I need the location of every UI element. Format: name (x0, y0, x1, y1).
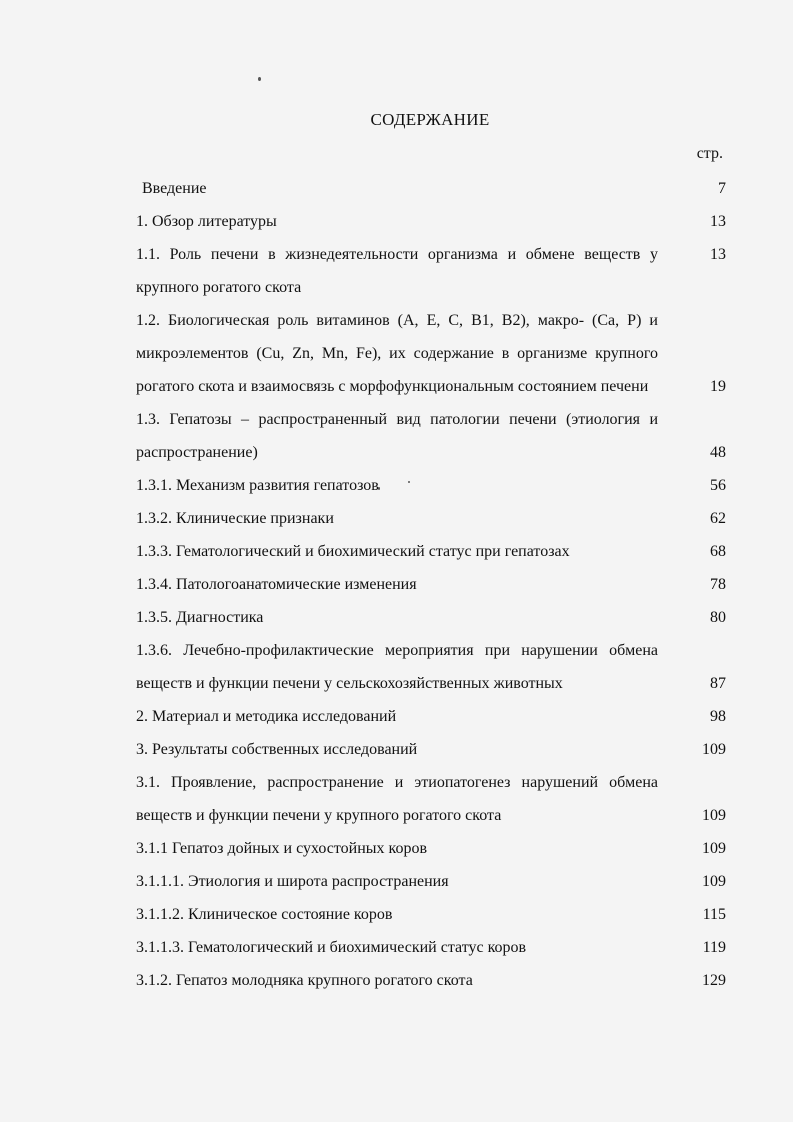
toc-entry-page: 119 (702, 939, 726, 956)
toc-entry-page: 109 (702, 840, 726, 857)
toc-entry-page: 68 (710, 543, 726, 560)
toc-entry-page: 115 (702, 906, 726, 923)
toc-entry-page: 78 (710, 576, 726, 593)
toc-entry-page: 109 (702, 873, 726, 890)
toc-entry (136, 238, 726, 304)
toc-entry-page: 62 (710, 510, 726, 527)
page-title: СОДЕРЖАНИЕ (370, 110, 490, 129)
toc-entry (136, 898, 726, 931)
toc-entry-page: 7 (718, 180, 726, 197)
toc-entry-page: 98 (710, 708, 726, 725)
page-column-header: стр. (696, 145, 723, 162)
toc-entry (136, 601, 726, 634)
toc-entry-page: 19 (710, 378, 726, 395)
toc-entry (136, 832, 726, 865)
toc-entry-page: 56 (710, 477, 726, 494)
toc-entry-text: 1. Обзор литературы (136, 213, 277, 230)
toc-entry (136, 865, 726, 898)
toc-entry-page: 129 (702, 972, 726, 989)
toc-entry-text: 1.3. Гепатозы – распространенный вид патологии печени (этиология и распространение) (136, 411, 658, 461)
toc-entry-text: 1.3.2. Клинические признаки (136, 510, 334, 527)
toc-entry-text: 1.3.1. Механизм развития гепатозов (136, 477, 379, 494)
toc-entry-page: 13 (710, 213, 726, 230)
toc-entry-text: 3.1.1.3. Гематологический и биохимический статус коров (136, 939, 527, 956)
toc-entry (136, 304, 726, 403)
toc-entry-page: 80 (710, 609, 726, 626)
toc-entry (136, 502, 726, 535)
toc-entry-page: 109 (702, 741, 726, 758)
toc-entry (136, 568, 726, 601)
toc-entry-text: 1.2. Биологическая роль витаминов (A, E, C, B1, B2), макро- (Ca, P) и микроэлементов (Cu, Zn, Mn, Fe), их содержание в организме крупного рогатого скота и взаимосвязь с морфофункциональным состоянием печени (136, 312, 658, 395)
toc-entry (136, 931, 726, 964)
toc-entry (136, 634, 726, 700)
toc-entry-text: 1.3.3. Гематологический и биохимический статус при гепатозах (136, 543, 570, 560)
toc-entry (136, 766, 726, 832)
toc-entry-text: 3.1.1.2. Клиническое состояние коров (136, 906, 393, 923)
toc-entry-text: 1.1. Роль печени в жизнедеятельности организма и обмене веществ у крупного рогатого скота (136, 246, 658, 296)
scan-speck (258, 77, 261, 81)
toc-entry-text: 3.1.1.1. Этиология и широта распространения (136, 873, 449, 890)
toc-entry-text: Введение (142, 180, 207, 197)
toc-entry (136, 733, 726, 766)
toc-entry (136, 403, 726, 469)
toc-entry-text: 3. Результаты собственных исследований (136, 741, 418, 758)
toc-entry-text: 3.1.2. Гепатоз молодняка крупного рогатого скота (136, 972, 473, 989)
toc-entry-text: 1.3.6. Лечебно-профилактические мероприятия при нарушении обмена веществ и функции печени у сельскохозяйственных животных (136, 642, 658, 692)
toc-entry-text: 1.3.4. Патологоанатомические изменения (136, 576, 417, 593)
toc-entry-page: 87 (710, 675, 726, 692)
toc-entry-text: 3.1. Проявление, распространение и этиопатогенез нарушений обмена веществ и функции печени у крупного рогатого скота (136, 774, 658, 824)
toc-entry-text: 3.1.1 Гепатоз дойных и сухостойных коров (136, 840, 428, 857)
toc-entry-page: 13 (710, 246, 726, 263)
toc-entry (136, 535, 726, 568)
toc-entry (136, 205, 726, 238)
toc-entry-page: 48 (710, 444, 726, 461)
toc-entry-text: 2. Материал и методика исследований (136, 708, 397, 725)
toc-entry (136, 469, 726, 502)
toc-entry (136, 964, 726, 997)
toc-entry-introduction (136, 172, 726, 205)
toc-entry-text: 1.3.5. Диагностика (136, 609, 264, 626)
table-of-contents (136, 172, 726, 997)
toc-entry-page: 109 (702, 807, 726, 824)
toc-entry (136, 700, 726, 733)
